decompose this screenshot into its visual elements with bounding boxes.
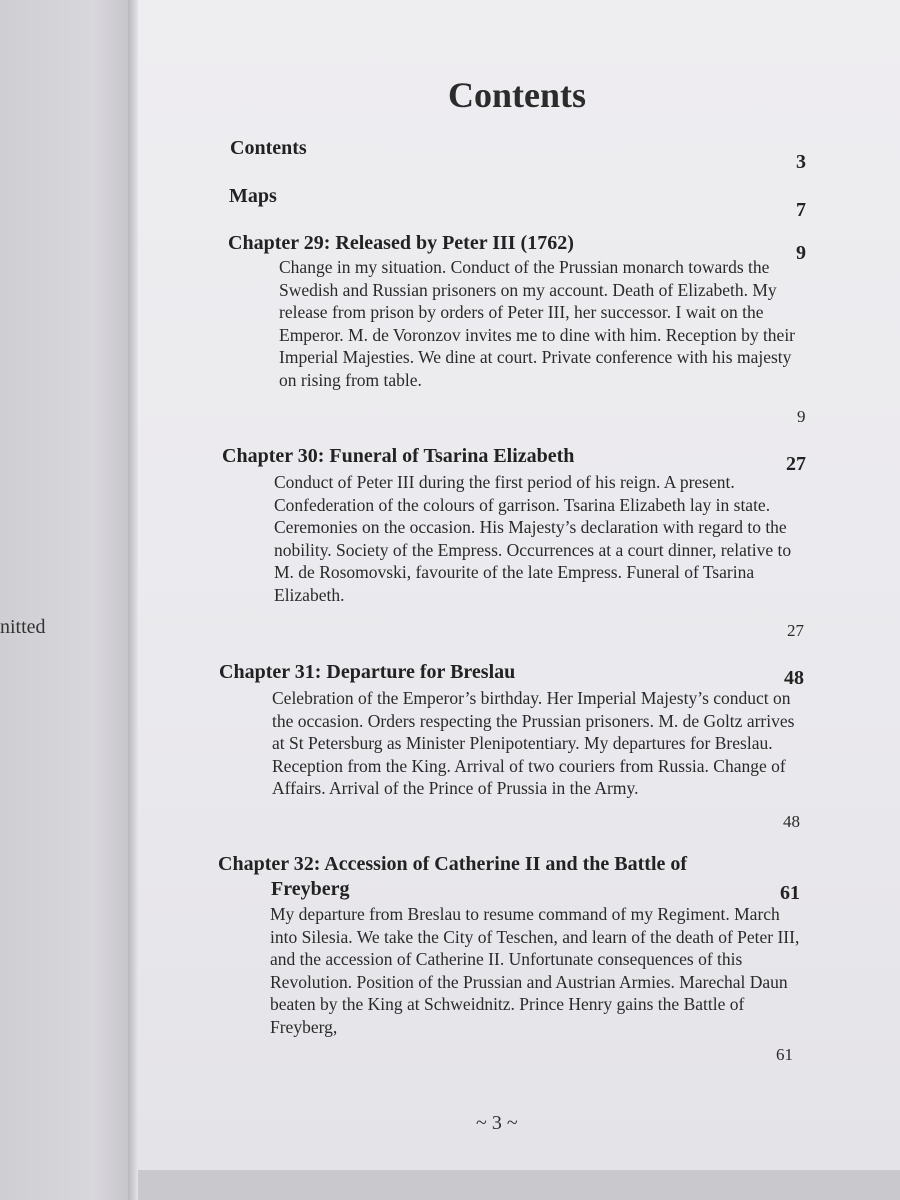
chapter-29-summary: Change in my situation. Conduct of the Prussian monarch towards the Swedish and Russian prisoners on my account. Death of Elizabeth. My release from prison by orders of Peter III, her successor. I wait on the Emperor. M. de Voronzov invites me to dine with him. Reception by their Imperial Majesties. We dine at court. Private conference with his majesty on rising from table. [279,257,796,390]
summary-page-number: 48 [783,812,800,831]
summary-page-number: 9 [797,407,806,426]
page-title: Contents [448,75,587,115]
toc-page-number: 48 [784,667,804,689]
toc-page-number: 3 [796,151,806,173]
chapter-32-summary: My departure from Breslau to resume command of my Regiment. March into Silesia. We take the City of Teschen, and learn of the death of Peter III, and the accession of Catherine II. Unfortunate consequences of this Revolution. Position of the Prussian and Austrian Armies. Marechal Daun beaten by the King at Schweidnitz. Prince Henry gains the Battle of Freyberg, [270,904,800,1037]
toc-page-number: 61 [780,882,800,904]
chapter-31-summary: Celebration of the Emperor’s birthday. Her Imperial Majesty’s conduct on the occasion. Orders respecting the Prussian prisoners. M. de Goltz arrives at St Petersburg as Minister Plenipotentiary. My departures for Breslau. Reception from the King. Arrival of two couriers from Russia. Change of Affairs. Arrival of the Prince of Prussia in the Army. [272,688,795,798]
summary-page-number: 61 [776,1045,793,1064]
toc-entry-maps: Maps [229,185,277,207]
toc-entry-chapter-30: Chapter 30: Funeral of Tsarina Elizabeth [222,445,575,467]
toc-entry-chapter-32-continued: Freyberg [271,878,350,900]
toc-page-number: 27 [786,453,806,475]
chapter-30-summary: Conduct of Peter III during the first period of his reign. A present. Confederation of the colours of garrison. Tsarina Elizabeth lay in state. Ceremonies on the occasion. His Majesty’s declaration with regard to the nobility. Society of the Empress. Occurrences at a court dinner, relative to M. de Rosomovski, favourite of the late Empress. Funeral of Tsarina Elizabeth. [274,472,792,605]
toc-entry-chapter-29: Chapter 29: Released by Peter III (1762) [228,232,574,254]
facing-page-text: nitted [0,616,46,638]
toc-page-number: 7 [796,199,806,221]
toc-entry-chapter-32: Chapter 32: Accession of Catherine II and the Battle of [218,853,688,875]
facing-page [0,0,135,1200]
toc-entry-contents: Contents [230,137,307,159]
toc-page-number: 9 [796,242,806,264]
toc-entry-chapter-31: Chapter 31: Departure for Breslau [219,661,516,683]
summary-page-number: 27 [787,621,804,640]
page-gutter [128,0,138,1200]
page-footer-number: ~ 3 ~ [476,1112,518,1134]
page-bottom-edge [138,1170,900,1200]
